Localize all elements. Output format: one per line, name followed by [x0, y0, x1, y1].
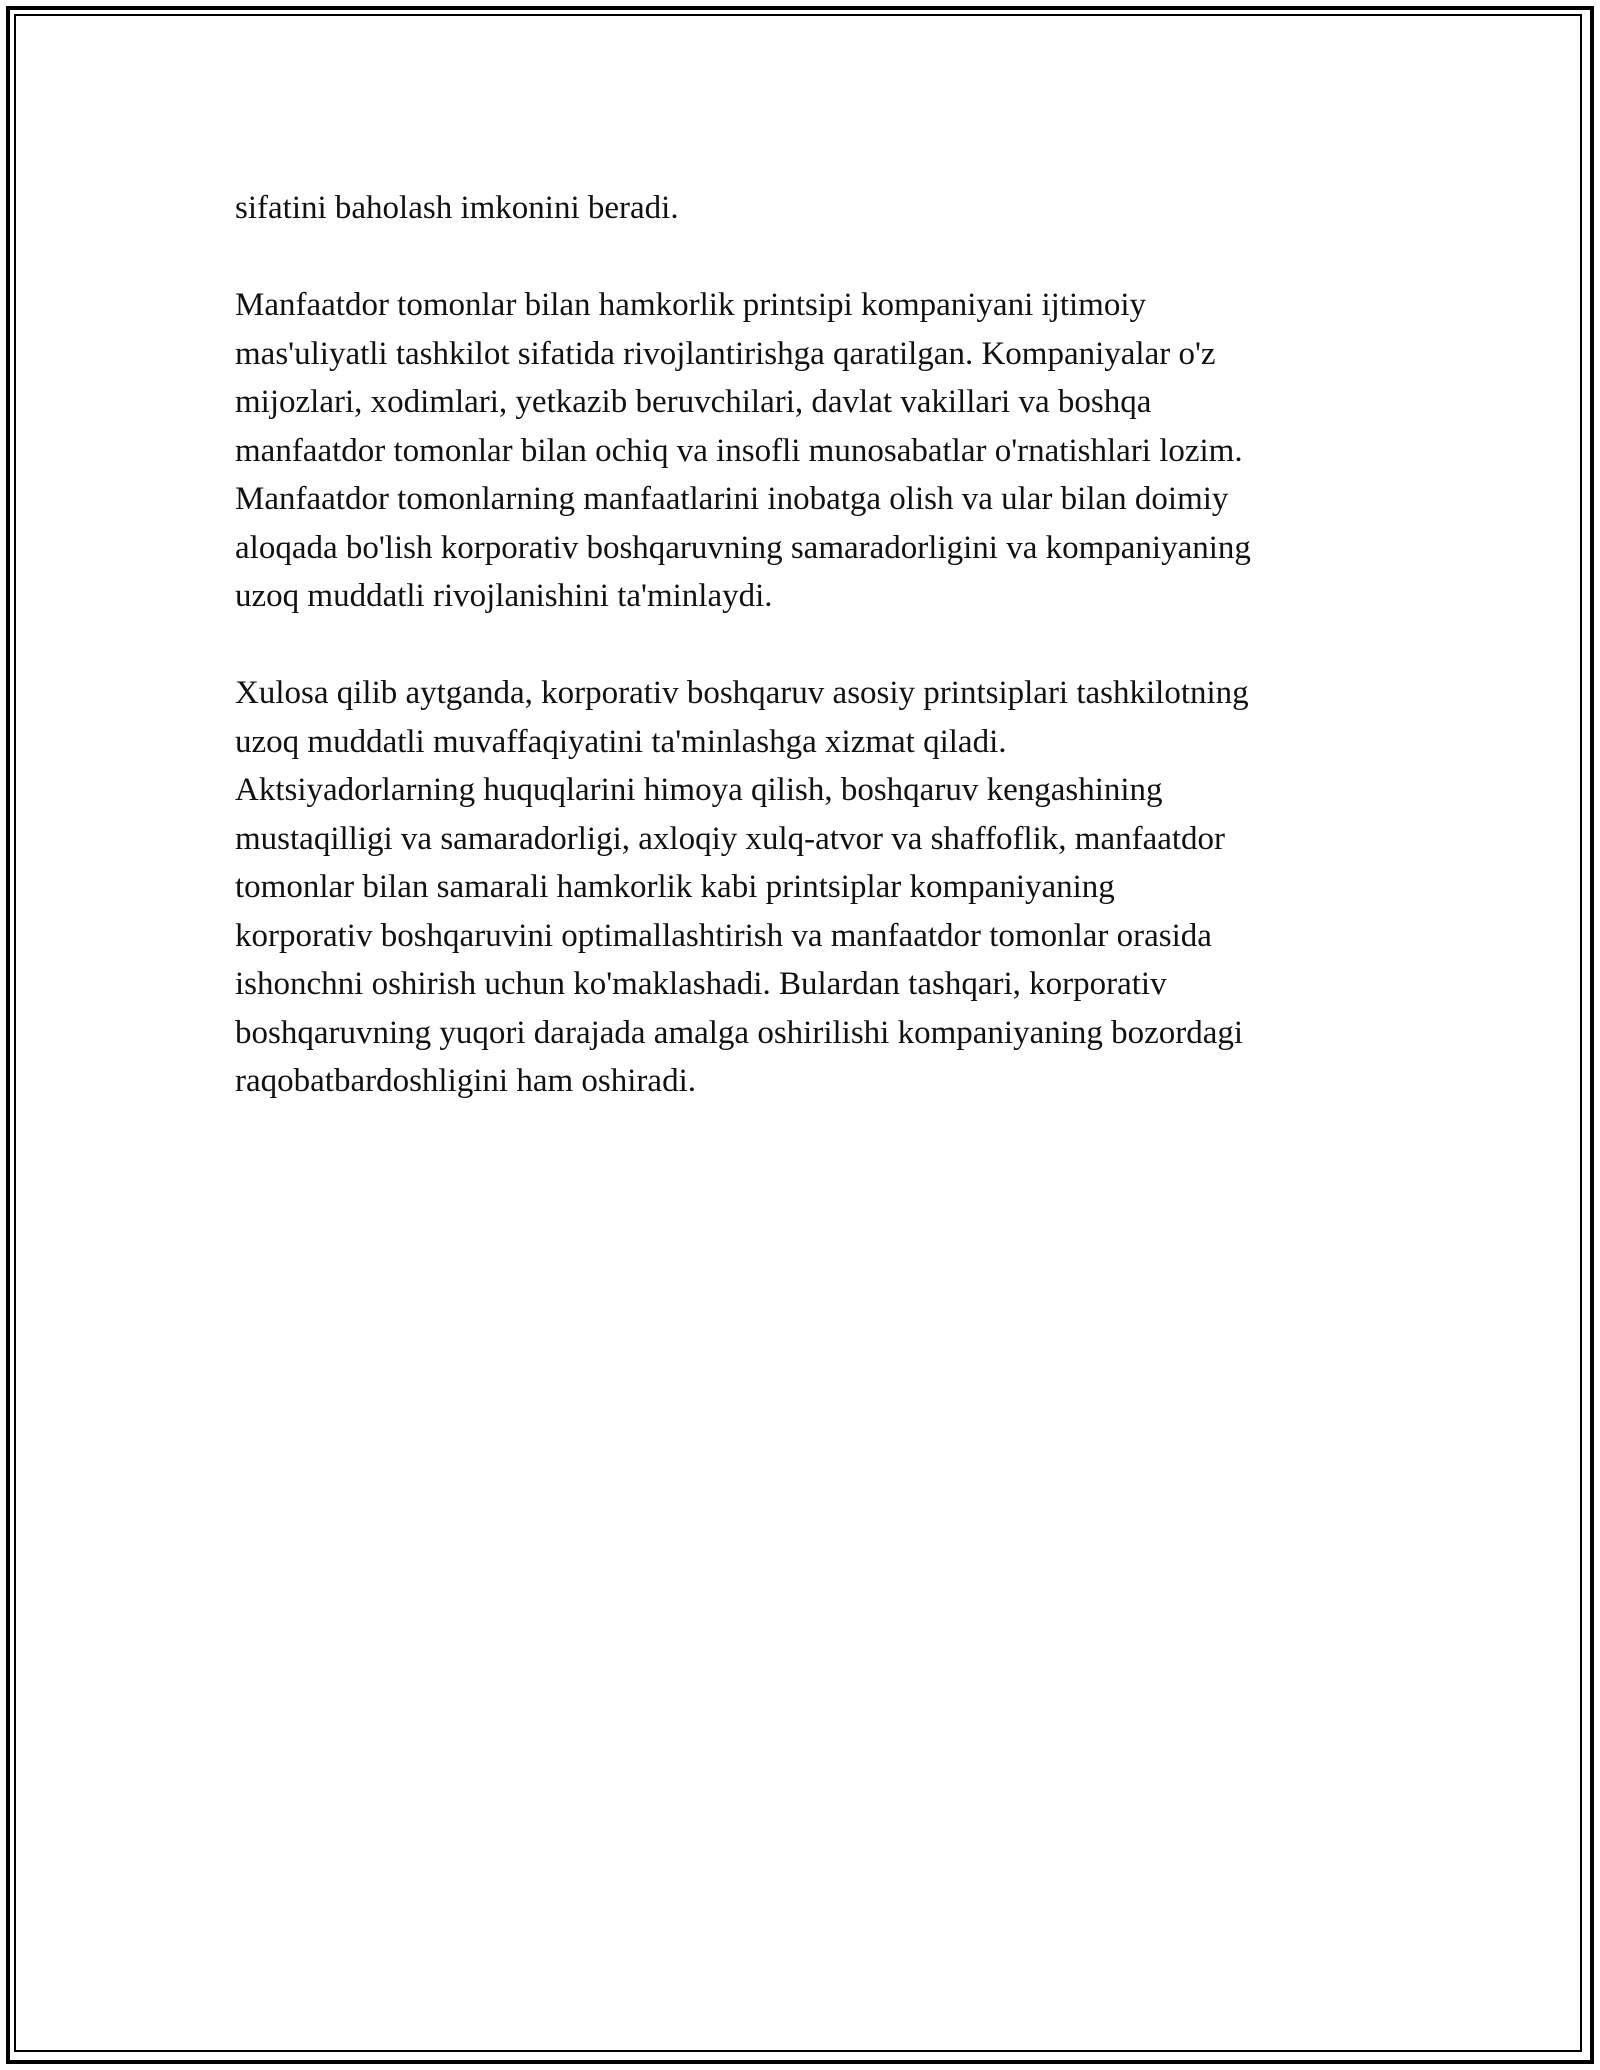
text-line: uzoq muddatli muvaffaqiyatini ta'minlashga xizmat qiladi. [235, 723, 1007, 760]
text-line: sifatini baholash imkonini beradi. [235, 190, 679, 226]
text-line: ishonchni oshirish uchun ko'maklashadi. Bulardan tashqari, korporativ [235, 966, 1167, 1002]
text-line: Manfaatdor tomonlar bilan hamkorlik printsipi kompaniyani ijtimoiy [235, 287, 1147, 323]
paragraph-conclusion [235, 669, 1385, 1106]
paragraph-stakeholders [235, 281, 1385, 621]
text-line: uzoq muddatli rivojlanishini ta'minlaydi. [235, 578, 773, 614]
text-line: tomonlar bilan samarali hamkorlik kabi printsiplar kompaniyaning [235, 869, 1115, 905]
text-line: mustaqilligi va samaradorligi, axloqiy xulq-atvor va shaffoflik, manfaatdor [235, 820, 1226, 857]
text-line: korporativ boshqaruvini optimallashtirish va manfaatdor tomonlar orasida [235, 917, 1212, 954]
document-body [235, 184, 1385, 1106]
text-line: boshqaruvning yuqori darajada amalga oshirilishi kompaniyaning bozordagi [235, 1014, 1244, 1051]
text-line: Manfaatdor tomonlarning manfaatlarini inobatga olish va ular bilan doimiy [235, 481, 1229, 517]
text-line: Xulosa qilib aytganda, korporativ boshqaruv asosiy printsiplari tashkilotning [235, 675, 1249, 711]
text-line: manfaatdor tomonlar bilan ochiq va insofli munosabatlar o'rnatishlari lozim. [235, 432, 1243, 469]
text-line: Aktsiyadorlarning huquqlarini himoya qilish, boshqaruv kengashining [235, 772, 1163, 808]
text-line: raqobatbardoshligini ham oshiradi. [235, 1063, 696, 1099]
text-line: aloqada bo'lish korporativ boshqaruvning samaradorligini va kompaniyaning [235, 529, 1251, 566]
text-line: mijozlari, xodimlari, yetkazib beruvchilari, davlat vakillari va boshqa [235, 384, 1152, 420]
text-line: mas'uliyatli tashkilot sifatida rivojlantirishga qaratilgan. Kompaniyalar o'z [235, 335, 1216, 372]
paragraph-continuation [235, 184, 1385, 233]
